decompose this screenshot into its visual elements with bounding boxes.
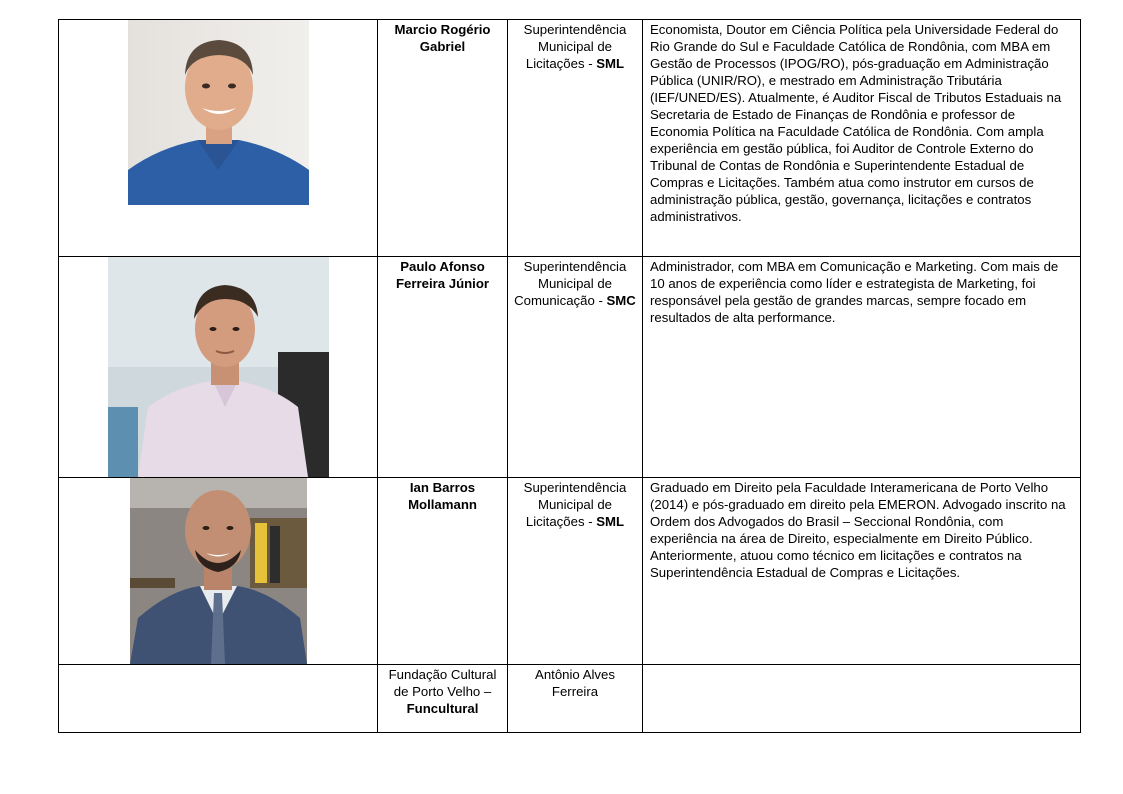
photo-cell xyxy=(59,478,378,665)
person-name: Ian Barros Mollamann xyxy=(378,478,508,665)
person-name: Paulo Afonso Ferreira Júnior xyxy=(378,257,508,478)
table-row xyxy=(59,478,1081,665)
organization: Superintendência Municipal de Comunicação - SMC xyxy=(508,257,643,478)
photo-cell xyxy=(59,20,378,257)
portrait-photo-paulo xyxy=(108,257,329,477)
organization-acronym: SML xyxy=(596,56,625,71)
biography: Economista, Doutor em Ciência Política pela Universidade Federal do Rio Grande do Sul e Faculdade Católica de Rondônia, com MBA em Gestão de Processos (IPOG/RO), pós-graduação em Administração Pública (UNIR/RO), e mestrado em Administração Tributária (IEF/UNED/ES). Atualmente, é Auditor Fiscal de Tributos Estaduais na Secretaria de Estado de Finanças de Rondônia e professor de Economia Política na Faculdade Católica de Rondônia. Com ampla experiência em gestão pública, foi Auditor de Controle Externo do Tribunal de Contas de Rondônia e Superintendente Estadual de Compras e Licitações. Também atua como instrutor em cursos de administração pública, gestão, governança, licitações e contratos administrativos. xyxy=(643,20,1081,257)
photo-cell xyxy=(59,257,378,478)
organization: Fundação Cultural de Porto Velho – Funcultural xyxy=(378,665,508,733)
person-name: Marcio Rogério Gabriel xyxy=(378,20,508,257)
staff-table xyxy=(58,19,1081,733)
organization: Superintendência Municipal de Licitações - SML xyxy=(508,20,643,257)
photo-cell-empty xyxy=(59,665,378,733)
organization-acronym: SMC xyxy=(606,293,636,308)
organization-acronym: Funcultural xyxy=(406,701,479,716)
portrait-photo-marcio xyxy=(128,20,309,205)
organization: Superintendência Municipal de Licitações - SML xyxy=(508,478,643,665)
table-row xyxy=(59,257,1081,478)
table-row xyxy=(59,665,1081,733)
biography-empty xyxy=(643,665,1081,733)
organization-acronym: SML xyxy=(596,514,625,529)
biography: Administrador, com MBA em Comunicação e Marketing. Com mais de 10 anos de experiência como líder e estrategista de Marketing, foi responsável pela gestão de grandes marcas, sempre focado em resultados de alta performance. xyxy=(643,257,1081,478)
person-name: Antônio Alves Ferreira xyxy=(508,665,643,733)
portrait-photo-ian xyxy=(130,478,307,664)
table-row xyxy=(59,20,1081,257)
biography: Graduado em Direito pela Faculdade Interamericana de Porto Velho (2014) e pós-graduado em direito pela EMERON. Advogado inscrito na Ordem dos Advogados do Brasil – Seccional Rondônia, com experiência na área de Direito, especialmente em Direito Público. Anteriormente, atuou como técnico em licitações e contratos na Superintendência Estadual de Compras e Licitações. xyxy=(643,478,1081,665)
